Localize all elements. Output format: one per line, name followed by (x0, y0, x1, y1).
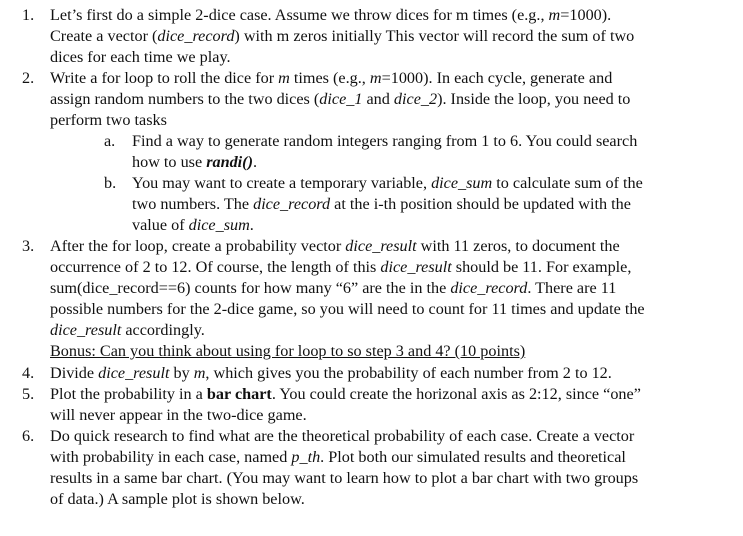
text-run: . (252, 153, 258, 171)
text-run: by (169, 364, 194, 382)
text-run: should be 11. For example, (451, 258, 632, 276)
text-line (50, 278, 616, 299)
text-run: at the i-th position should be updated with the (330, 195, 631, 213)
text-run: times (e.g., (289, 69, 370, 87)
text-line (50, 110, 167, 131)
italic-term: p_th (291, 448, 321, 466)
text-line (50, 468, 638, 489)
text-run: sum(dice_record==6) counts for how many “6” are the in the (50, 279, 451, 297)
text-line (50, 384, 641, 405)
text-line (50, 236, 620, 257)
text-line (50, 447, 626, 468)
italic-term: m (369, 69, 382, 87)
italic-term: dice_2 (393, 90, 438, 108)
text-run: . Plot both our simulated results and theoretical (320, 448, 626, 466)
text-run: assign random numbers to the two dices ( (50, 90, 320, 108)
text-run: . There are 11 (527, 279, 617, 297)
text-run: dices for each time we play. (50, 48, 231, 66)
sublist-letter: b. (104, 174, 117, 192)
text-line (132, 152, 257, 173)
text-line (50, 257, 631, 278)
text-run: and (362, 90, 394, 108)
text-line (50, 341, 525, 362)
sublist-letter: a. (104, 132, 116, 150)
text-run: accordingly. (121, 321, 205, 339)
text-line (50, 299, 645, 320)
text-run: possible numbers for the 2-dice game, so you will need to count for 11 times and update the (50, 300, 645, 318)
text-run: Plot the probability in a (50, 385, 207, 403)
list-number: 6. (22, 427, 35, 445)
list-number: 5. (22, 385, 35, 403)
text-run: of data.) A sample plot is shown below. (50, 490, 305, 508)
text-line (132, 215, 254, 236)
italic-term: dice_result (380, 258, 452, 276)
text-run: After the for loop, create a probability vector (50, 237, 346, 255)
text-run: You may want to create a temporary variable, (132, 174, 432, 192)
text-run: occurrence of 2 to 12. Of course, the length of this (50, 258, 381, 276)
text-line (50, 26, 634, 47)
italic-term: dice_record (450, 279, 528, 297)
italic-term: dice_result (98, 364, 170, 382)
text-run: . You could create the horizonal axis as 2:12, since “one” (271, 385, 641, 403)
italic-term: m (548, 6, 561, 24)
italic-term: dice_sum (431, 174, 493, 192)
italic-term: m (278, 69, 290, 87)
text-line (132, 194, 631, 215)
text-line (50, 47, 231, 68)
text-line (50, 426, 634, 447)
text-line (50, 5, 611, 26)
text-run: =1000). (560, 6, 612, 24)
text-run: value of (132, 216, 189, 234)
text-run: results in a same bar chart. (You may want to learn how to plot a bar chart with two groups (50, 469, 639, 487)
list-number: 2. (22, 69, 35, 87)
text-run: Divide (50, 364, 99, 382)
text-line (50, 363, 612, 384)
text-run: . (249, 216, 254, 234)
text-run: , which gives you the probability of each number from 2 to 12. (205, 364, 612, 382)
text-run: ) with m zeros initially This vector will record the sum of two (234, 27, 635, 45)
text-run: Create a vector ( (50, 27, 158, 45)
text-run: with probability in each case, named (50, 448, 292, 466)
text-run: ). Inside the loop, you need to (437, 90, 631, 108)
text-line (50, 89, 630, 110)
text-line (50, 320, 205, 341)
text-line (50, 489, 305, 510)
text-line (132, 131, 637, 152)
italic-term: dice_result (50, 321, 122, 339)
text-run: how to use (132, 153, 207, 171)
text-run: Do quick research to find what are the theoretical probability of each case. Create a vector (50, 427, 635, 445)
list-number: 1. (22, 6, 35, 24)
list-number: 4. (22, 364, 35, 382)
text-run: two numbers. The (132, 195, 254, 213)
list-number: 3. (22, 237, 35, 255)
text-run: with 11 zeros, to document the (416, 237, 620, 255)
text-run: Find a way to generate random integers ranging from 1 to 6. You could search (132, 132, 638, 150)
bonus-note: Bonus: Can you think about using for loop to so step 3 and 4? (10 points) (50, 342, 526, 360)
italic-term: dice_result (345, 237, 417, 255)
italic-term: dice_record (253, 195, 331, 213)
text-run: Let’s first do a simple 2-dice case. Assume we throw dices for m times (e.g., (50, 6, 549, 24)
italic-term: dice_sum (188, 216, 250, 234)
italic-term: m (193, 364, 206, 382)
text-line (50, 68, 612, 89)
italic-term: dice_1 (319, 90, 363, 108)
bold-term: bar chart (206, 385, 272, 403)
italic-term: dice_record (157, 27, 235, 45)
text-run: to calculate sum of the (492, 174, 643, 192)
text-run: will never appear in the two-dice game. (50, 406, 307, 424)
bold-italic-term: randi() (206, 153, 253, 171)
text-line (132, 173, 643, 194)
text-line (50, 405, 307, 426)
text-run: Write a for loop to roll the dice for (50, 69, 279, 87)
text-run: =1000). In each cycle, generate and (381, 69, 613, 87)
text-run: perform two tasks (50, 111, 167, 129)
